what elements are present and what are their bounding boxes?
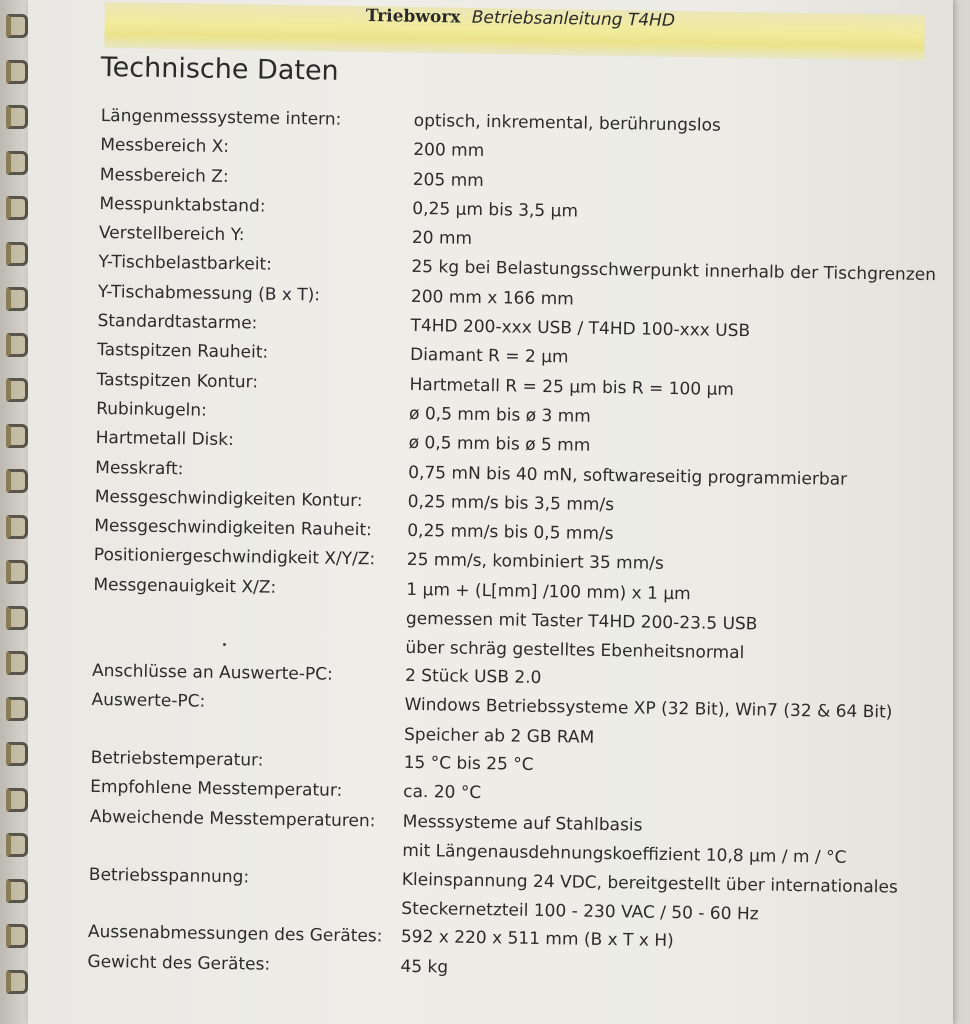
spec-value: 1 µm + (L[mm] /100 mm) x 1 µm xyxy=(406,579,691,605)
spec-value: über schräg gestelltes Ebenheitsnormal xyxy=(405,637,745,663)
spec-value: Steckernetzteil 100 - 230 VAC / 50 - 60 Hz xyxy=(401,898,759,925)
spec-value: Windows Betriebssysteme XP (32 Bit), Win7 (32 & 64 Bit) xyxy=(404,695,893,723)
binding-ring xyxy=(6,242,28,266)
binding-ring xyxy=(6,879,28,903)
page-title: Technische Daten xyxy=(100,52,339,87)
binding-ring xyxy=(6,196,28,220)
spec-value: 25 mm/s, kombiniert 35 mm/s xyxy=(406,550,664,575)
spec-value: 200 mm xyxy=(413,140,485,162)
spec-label: Tastspitzen Rauheit: xyxy=(96,340,269,364)
spec-value: 15 °C bis 25 °C xyxy=(403,752,534,776)
binding-ring xyxy=(6,469,28,493)
spec-value: ca. 20 °C xyxy=(403,782,482,804)
spec-label: Y-Tischabmessung (B x T): xyxy=(97,281,321,306)
spec-value: Speicher ab 2 GB RAM xyxy=(403,724,595,748)
spec-label: Betriebstemperatur: xyxy=(90,748,264,771)
binding-ring xyxy=(6,560,28,584)
spec-value: 20 mm xyxy=(411,228,473,250)
spec-value: 0,25 µm bis 3,5 µm xyxy=(412,198,579,222)
spec-label: Messgenauigkeit X/Z: xyxy=(93,574,277,598)
spec-label: Rubinkugeln: xyxy=(96,398,208,421)
binding-ring xyxy=(6,287,28,311)
spec-label: Längenmesssysteme intern: xyxy=(100,105,342,130)
document-title: Betriebsanleitung T4HD xyxy=(471,7,676,31)
spec-label: Messbereich X: xyxy=(100,135,230,158)
spec-value: 200 mm x 166 mm xyxy=(410,286,574,310)
binding-ring xyxy=(6,924,28,948)
spec-value: 0,25 mm/s bis 0,5 mm/s xyxy=(407,521,614,545)
spec-label: Messkraft: xyxy=(95,457,184,479)
spec-value: ø 0,5 mm bis ø 5 mm xyxy=(408,433,591,456)
spec-label: Aussenabmessungen des Gerätes: xyxy=(87,922,383,947)
binding-ring xyxy=(6,60,28,84)
spec-label: Auswerte-PC: xyxy=(91,690,206,713)
spec-value: Kleinspannung 24 VDC, bereitgestellt über internationales xyxy=(401,869,898,898)
spec-value: ø 0,5 mm bis ø 3 mm xyxy=(408,403,591,427)
spec-value: 592 x 220 x 511 mm (B x T x H) xyxy=(400,927,674,952)
binding-ring xyxy=(6,833,28,857)
binding-ring xyxy=(6,151,28,175)
spec-value: optisch, inkremental, berührungslos xyxy=(413,110,722,136)
spec-value: 0,25 mm/s bis 3,5 mm/s xyxy=(407,491,615,515)
binding-ring xyxy=(6,378,28,402)
spec-value: T4HD 200-xxx USB / T4HD 100-xxx USB xyxy=(410,315,751,342)
brand-logo: Triebworx xyxy=(365,6,461,28)
stray-dot xyxy=(223,643,226,646)
spec-value: Diamant R = 2 µm xyxy=(409,345,569,368)
spec-label: Betriebsspannung: xyxy=(88,864,250,887)
binding-ring xyxy=(6,515,28,539)
binding-ring xyxy=(6,697,28,721)
spec-label: Gewicht des Gerätes: xyxy=(87,951,271,975)
binding-ring xyxy=(6,606,28,630)
spec-label: Verstellbereich Y: xyxy=(98,223,245,246)
spec-label: Anschlüsse an Auswerte-PC: xyxy=(91,660,333,685)
spec-label: Messgeschwindigkeiten Rauheit: xyxy=(94,516,372,541)
binding-ring xyxy=(6,970,28,994)
spec-table xyxy=(87,102,937,990)
spec-label: Y-Tischbelastbarkeit: xyxy=(98,252,273,276)
binding-ring xyxy=(6,424,28,448)
binding-ring xyxy=(6,788,28,812)
spec-value: 25 kg bei Belastungsschwerpunkt innerhalb der Tischgrenzen xyxy=(411,257,937,286)
spec-value: Hartmetall R = 25 µm bis R = 100 µm xyxy=(409,374,735,400)
spec-label: Messbereich Z: xyxy=(99,164,229,187)
spec-value: 45 kg xyxy=(400,956,449,978)
spec-label: Positioniergeschwindigkeit X/Y/Z: xyxy=(93,545,376,570)
binding-ring xyxy=(6,651,28,675)
spec-value: 205 mm xyxy=(412,169,484,191)
binding-ring xyxy=(6,105,28,129)
spec-label: Messgeschwindigkeiten Kontur: xyxy=(94,486,363,512)
binding-ring xyxy=(6,14,28,38)
spec-value: 0,75 mN bis 40 mN, softwareseitig programmierbar xyxy=(408,462,848,490)
spec-value: gemessen mit Taster T4HD 200-23.5 USB xyxy=(405,608,758,635)
spec-label: Abweichende Messtemperaturen: xyxy=(89,806,376,832)
spec-label: Tastspitzen Kontur: xyxy=(96,369,259,393)
spec-label: Hartmetall Disk: xyxy=(95,428,234,451)
spec-value: 2 Stück USB 2.0 xyxy=(404,665,542,689)
spec-value: Messsysteme auf Stahlbasis xyxy=(402,811,643,836)
spec-label: Messpunktabstand: xyxy=(99,193,266,217)
binding-ring xyxy=(6,742,28,766)
binding-ring xyxy=(6,333,28,357)
spec-label: Standardtastarme: xyxy=(97,311,258,334)
spec-value: mit Längenausdehnungskoeffizient 10,8 µm / m / °C xyxy=(402,840,847,868)
spec-label: Empfohlene Messtemperatur: xyxy=(90,777,343,802)
